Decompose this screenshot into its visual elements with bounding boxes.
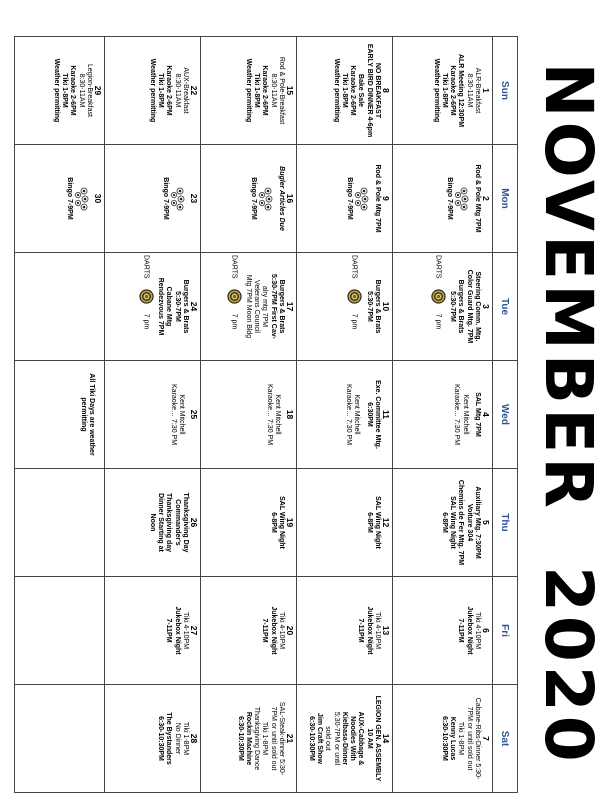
event-line: Voiture 304 — [465, 503, 473, 542]
darts-row — [431, 255, 446, 358]
day-cell-12 — [297, 469, 393, 577]
bingo-label: Bingo 7-9PM — [345, 177, 353, 220]
event-line: Color Guard Mtg. 7PM — [465, 269, 473, 344]
event-line: Auxiliary Mtg. 7:30PM — [474, 486, 481, 559]
calendar — [38, 36, 610, 792]
day-cell-10 — [297, 253, 393, 361]
event-line: 5:30-7PM — [173, 291, 181, 322]
day-number: 11 — [381, 410, 391, 419]
event-line: SAL-Steak-dinner 5:30- — [278, 701, 285, 776]
day-cell-20 — [201, 577, 297, 685]
event-line: Kielbasa-Dinner — [340, 711, 348, 766]
day-cell-7 — [393, 685, 493, 793]
day-cell-17 — [201, 253, 297, 361]
event-line: 5:30-7PM — [365, 291, 373, 322]
week-row — [297, 37, 393, 793]
event-line: 6:30-10:30PM — [307, 716, 315, 761]
day-cell-3 — [393, 253, 493, 361]
event-line: AUX-Breakfast — [182, 67, 189, 114]
event-line: Jukebox Night — [465, 606, 473, 655]
event-line: Weather permitting — [432, 58, 440, 123]
event-line: Rod & Pole-Breakfast — [278, 56, 285, 125]
day-number: 23 — [189, 193, 199, 204]
event-line: Thanksgiving Day — [182, 492, 189, 553]
day-cell-26 — [105, 469, 201, 577]
event-line: SAL Wing Night — [374, 496, 381, 549]
event-line: Karaoke 2-6PM — [261, 65, 269, 116]
event-line: SAL Mtg 7PM — [474, 392, 481, 437]
event-line: Cabane-Ribs-Dinner 5:30- — [474, 697, 481, 780]
day-cell-6 — [393, 577, 493, 685]
karaoke-line: Kent Mitchell — [274, 394, 281, 435]
day-number: 14 — [381, 733, 391, 744]
day-cell-2 — [393, 145, 493, 253]
week-row — [393, 37, 493, 793]
event-line: Mtg 7PM Moon Bldg — [244, 274, 252, 339]
day-cell-18 — [201, 361, 297, 469]
event-line: alry mtg 7PM — [261, 285, 269, 328]
darts-row — [347, 255, 362, 358]
event-line: 7-11PM — [457, 618, 465, 643]
darts-label: DARTS — [351, 255, 359, 279]
day-cell-15 — [201, 37, 297, 145]
calendar-title: NOVEMBER 2020 — [530, 62, 607, 766]
event-line: Weather permitting — [332, 58, 340, 123]
event-line: AUX-Cabbage & — [357, 711, 365, 766]
darts-time: 7 pm — [351, 313, 359, 330]
day-number: 1 — [481, 88, 491, 93]
bingo-label: Bingo 7-9PM — [445, 177, 453, 220]
event-line: 6-8PM — [365, 512, 373, 533]
day-cell-21 — [201, 685, 297, 793]
day-cell-8 — [297, 37, 393, 145]
event-line: 10 AM — [365, 728, 373, 749]
event-line: ALR-Breakfast — [474, 67, 481, 114]
event-line: 8:30-11AM — [465, 73, 473, 108]
weekday-fri: Fri — [493, 577, 518, 685]
event-line: sold out — [324, 726, 332, 751]
karaoke-line: Karaoke… 7:30 PM — [265, 383, 273, 446]
event-line: SAL Wing Night — [278, 496, 285, 549]
event-line: Weather permitting — [244, 58, 252, 123]
bingo-label: Bingo 7-9PM — [66, 177, 73, 220]
day-cell-19 — [201, 469, 297, 577]
event-line: Burgers & Brats — [374, 279, 381, 334]
event-line: Chemins de Fer Mtg. 7PM — [457, 479, 465, 566]
weekday-sun: Sun — [493, 37, 518, 145]
event-line: The Bystanders — [165, 712, 173, 765]
day-number: 30 — [93, 193, 103, 204]
event-line: Tiki 4-10PM — [474, 611, 481, 650]
event-line: Thanksgiving Dance — [253, 706, 261, 771]
calendar-grid — [14, 36, 518, 793]
event-line: LEGION GEN. ASSEMBLY — [374, 695, 381, 782]
event-line: Tiki 1-8PM — [440, 73, 448, 108]
day-number: 12 — [381, 517, 391, 528]
event-line: Noodles With — [349, 716, 357, 761]
event-line: 7-11PM — [357, 618, 365, 643]
event-line: Rockin Machine — [244, 711, 252, 766]
event-line: Rod & Pole Mtg 7PM — [374, 164, 381, 233]
day-number: 18 — [285, 409, 295, 420]
darts-label: DARTS — [142, 255, 150, 279]
event-line: 7-11PM — [261, 618, 269, 643]
karaoke-line: Kent Mitchell — [178, 394, 185, 435]
event-line: ALR Meeting 12:30PM — [457, 53, 465, 128]
event-line: 7PM or until sold out — [269, 706, 277, 771]
day-cell-29 — [15, 37, 105, 145]
event-line: Bugler Articles Due — [278, 166, 285, 231]
day-number: 16 — [285, 193, 295, 204]
event-line: Thanksgiving day — [165, 492, 173, 553]
note-cell — [15, 361, 105, 469]
day-number: 24 — [189, 301, 199, 312]
weekday-mon: Mon — [493, 145, 518, 253]
day-cell-1 — [393, 37, 493, 145]
event-line: Tiki 1-8PM — [457, 721, 465, 756]
event-line: NO BREAKFAST — [374, 62, 381, 119]
dartboard-icon — [431, 289, 446, 304]
darts-row — [227, 255, 242, 358]
day-number: 3 — [481, 304, 491, 309]
day-number: 27 — [189, 625, 199, 636]
event-line: Karaoke 2-6PM — [349, 65, 357, 116]
day-cell-22 — [105, 37, 201, 145]
bingo-balls-icon — [354, 184, 370, 214]
day-number: 25 — [189, 409, 199, 420]
darts-row — [139, 255, 154, 358]
day-cell-14 — [297, 685, 393, 793]
week-row — [201, 37, 297, 793]
empty-day-cell — [15, 469, 105, 577]
dartboard-icon — [139, 289, 154, 304]
bingo-balls-icon — [258, 184, 274, 214]
event-line: Jukebox Night — [365, 606, 373, 655]
karaoke-line: Karaoke… 7:30 PM — [345, 383, 353, 446]
dartboard-icon — [347, 289, 362, 304]
weekday-sat: Sat — [493, 685, 518, 793]
darts-label: DARTS — [230, 255, 238, 279]
event-line: Tiki 4-10PM — [278, 611, 285, 650]
weekday-thu: Thu — [493, 469, 518, 577]
bingo-balls-icon — [74, 184, 90, 214]
darts-label: DARTS — [434, 255, 442, 279]
event-line: 5:30-7PM — [449, 291, 457, 322]
empty-day-cell — [15, 253, 105, 361]
day-number: 2 — [481, 196, 491, 201]
day-number: 29 — [93, 85, 103, 96]
day-number: 21 — [285, 733, 295, 744]
event-line: Tiki 4-10PM — [182, 611, 189, 650]
event-line: Cabane Mtg — [165, 286, 173, 327]
event-line: Karaoke 2-6PM — [69, 65, 77, 116]
day-number: 6 — [481, 628, 491, 633]
week-row — [15, 37, 105, 793]
event-line: Burgers & Brats — [182, 279, 189, 334]
day-cell-13 — [297, 577, 393, 685]
day-cell-5 — [393, 469, 493, 577]
bingo-balls-icon — [170, 184, 186, 214]
bingo-label: Bingo 7-9PM — [249, 177, 257, 220]
week-row — [105, 37, 201, 793]
day-number: 22 — [189, 85, 199, 96]
empty-day-cell — [15, 685, 105, 793]
event-line: Tiki 1-8PM — [340, 73, 348, 108]
event-line: 8:30-11AM — [269, 73, 277, 108]
day-cell-23 — [105, 145, 201, 253]
dartboard-icon — [227, 289, 242, 304]
event-line: Jim Craft Show — [315, 713, 323, 764]
event-line: Tiki 1-8PM — [253, 73, 261, 108]
event-line: 6:30PM — [365, 402, 373, 427]
day-cell-30 — [15, 145, 105, 253]
darts-time: 7 pm — [434, 313, 442, 330]
event-line: 6:30-10:30PM — [440, 716, 448, 761]
karaoke-line: Kent Mitchell — [461, 394, 469, 435]
empty-day-cell — [15, 577, 105, 685]
event-line: 5:30-7PM First Cav- — [269, 274, 277, 339]
weekday-header-row — [493, 37, 518, 793]
event-line: 7PM or until sold out — [465, 706, 473, 771]
day-number: 15 — [285, 85, 295, 96]
day-number: 17 — [285, 301, 295, 312]
event-line: 5:30-7PM or until — [332, 711, 340, 766]
day-cell-27 — [105, 577, 201, 685]
darts-time: 7 pm — [142, 313, 150, 330]
event-line: 8:30-11AM — [77, 73, 85, 108]
day-cell-24 — [105, 253, 201, 361]
darts-time: 7 pm — [230, 313, 238, 330]
event-line: Dinner Starting at — [157, 493, 165, 552]
day-number: 4 — [481, 412, 491, 417]
event-line: Weather permitting — [148, 58, 156, 123]
day-cell-9 — [297, 145, 393, 253]
karaoke-line: Kent Mitchell — [353, 394, 361, 435]
day-cell-4 — [393, 361, 493, 469]
karaoke-line: Karaoke… 7:30 PM — [169, 383, 177, 446]
event-line: 6:30-10:30PM — [236, 716, 244, 761]
day-number: 13 — [381, 625, 391, 636]
day-number: 7 — [481, 736, 491, 741]
event-line: Karaoke 2-6PM — [165, 65, 173, 116]
event-line: Tiki 1-8PM — [261, 721, 269, 756]
event-line: Tiki 1-8PM — [61, 73, 69, 108]
day-number: 8 — [381, 88, 391, 93]
event-line: Tiki 1-8PM — [157, 73, 165, 108]
event-line: 7-11PM — [165, 618, 173, 643]
event-line: Veterans Council — [253, 280, 261, 333]
day-number: 19 — [285, 517, 295, 528]
event-line: Weather permitting — [52, 58, 60, 123]
event-line: EARLY BIRD DINNER 4-6pm — [365, 43, 373, 138]
event-line: Exe. Committee Mtg. — [374, 380, 381, 449]
day-number: 10 — [381, 301, 391, 312]
bingo-label: Bingo 7-9PM — [162, 177, 169, 220]
day-cell-11 — [297, 361, 393, 469]
event-line: Commander's — [173, 499, 181, 546]
event-line: Kenny Lucas — [449, 716, 457, 761]
event-line: 6-8PM — [269, 512, 277, 533]
day-number: 20 — [285, 625, 295, 636]
event-line: Burgers & Brats — [278, 279, 285, 334]
event-line: Rendezvous 7PM — [157, 277, 165, 336]
weekday-wed: Wed — [493, 361, 518, 469]
tiki-weather-note: All Tiki Days are weather permitting — [79, 373, 95, 456]
event-line: Karaoke 2-6PM — [449, 65, 457, 116]
event-line: Tiki 4-10PM — [374, 611, 381, 650]
karaoke-line: Karaoke… 7:30 PM — [453, 383, 461, 446]
event-line: Burgers & Brats — [457, 279, 465, 334]
day-cell-25 — [105, 361, 201, 469]
day-number: 9 — [381, 196, 391, 201]
bingo-balls-icon — [454, 184, 470, 214]
weekday-tue: Tue — [493, 253, 518, 361]
event-line: Rod & Pole Mtg 7PM — [474, 164, 481, 233]
event-line: No Dinner — [173, 722, 181, 755]
event-line: 8:30-11AM — [173, 73, 181, 108]
day-number: 5 — [481, 520, 491, 525]
day-cell-28 — [105, 685, 201, 793]
event-line: 6:30-10:30PM — [157, 716, 165, 761]
event-line: Tiki 1-8PM — [182, 721, 189, 756]
event-line: Noon — [148, 513, 156, 532]
day-number: 28 — [189, 733, 199, 744]
event-line: Steering Comm. Mtg. — [474, 271, 481, 342]
day-number: 26 — [189, 517, 199, 528]
day-cell-16 — [201, 145, 297, 253]
event-line: Legion-Breakfast — [86, 64, 93, 117]
event-line: 6-8PM — [440, 512, 448, 533]
event-line: Jukebox Night — [173, 606, 181, 655]
event-line: Jukebox Night — [269, 606, 277, 655]
event-line: SAL Wing Night — [449, 496, 457, 549]
event-line: Bake Sale — [357, 73, 365, 108]
